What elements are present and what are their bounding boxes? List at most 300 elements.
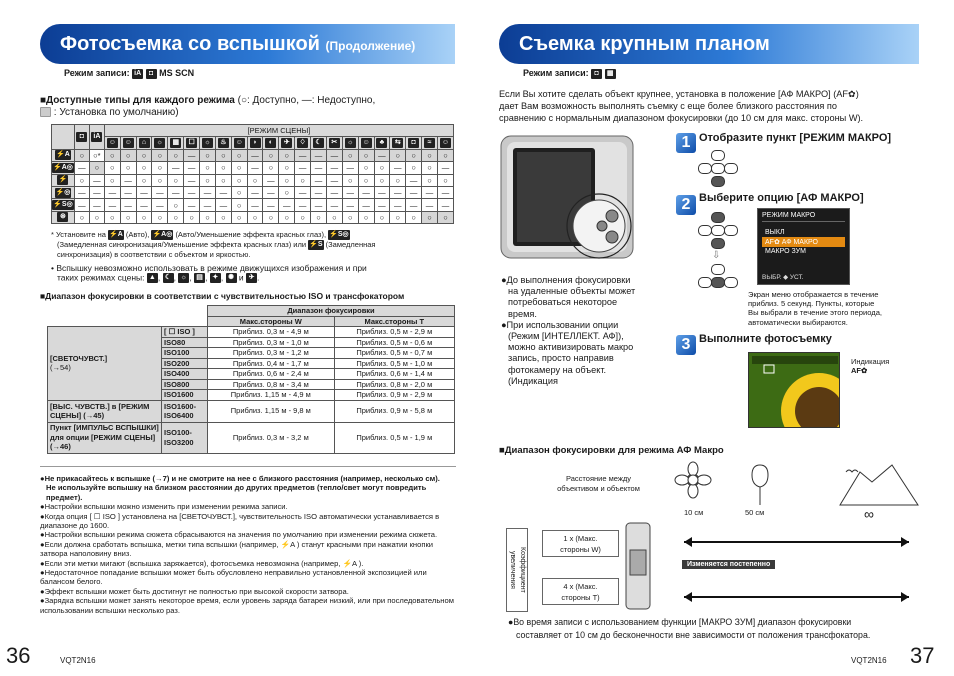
scene-col-icon: ◘ <box>406 137 422 149</box>
note-item: ●Не прикасайтесь к вспышке (→7) и не смотрите на нее с близкого расстояния (например, несколько см). <box>40 474 440 483</box>
flower-close-icon <box>675 462 711 498</box>
note-item: ●Зарядка вспышки может занять некоторое время, если уровень заряда батареи низкий, или при последовательном использовании вспышки несколько раз. <box>40 596 454 615</box>
col-t-header: Макс.стороны T <box>334 316 454 327</box>
footnote1-mid: (Авто), <box>125 230 150 239</box>
note-item: ●Настройки вспышки можно изменить при изменении режима записи. <box>40 502 288 512</box>
flash-cell: ○ <box>200 211 216 223</box>
flash-cell: ○ <box>104 149 120 161</box>
flash-cell: ○ <box>120 149 136 161</box>
flash-types-title: ■Доступные типы для каждого режима <box>40 95 235 106</box>
scene-col-icon: ☺ <box>358 137 374 149</box>
flash-cell: ○ <box>422 149 438 161</box>
range-t: Приблиз. 0,8 м - 2,0 м <box>334 379 454 390</box>
flash-cell: — <box>295 149 311 161</box>
macro-bullet-line: (Режим [ИНТЕЛЛЕКТ. АФ]), <box>508 331 624 342</box>
footnote2: (Замедленная синхронизация/Уменьшение эффекта красных глаз) или <box>57 240 307 250</box>
range-w: Приблиз. 0,4 м - 1,7 м <box>208 358 335 369</box>
range-header: Диапазон фокусировки <box>208 306 455 317</box>
flash-cell: — <box>263 174 279 186</box>
flash-cell: ○ <box>374 174 390 186</box>
coef-label-1: Коэффициент <box>519 547 526 593</box>
flash-cell: — <box>279 199 295 211</box>
bottom-note <box>508 616 923 641</box>
flash-types-heading <box>40 95 460 119</box>
macro-bullet-line: запись, просто направив <box>508 353 614 364</box>
flash-cell: — <box>326 186 342 198</box>
flash-cell: ○ <box>437 211 453 223</box>
scene-col-icon: ☼ <box>152 137 168 149</box>
flash-cell: ○ <box>342 174 358 186</box>
mountain-icon <box>840 465 918 505</box>
flash-cell: ○ <box>279 211 295 223</box>
menu-item-off[interactable]: ВЫКЛ <box>765 229 785 236</box>
range-t: Приблиз. 0,5 м - 2,9 м <box>334 327 454 338</box>
note-item: ●Если должна сработать вспышка, метки типа вспышки (например, ⚡A ) станут красными при нажатии кнопки затвора наполовину вниз. <box>40 539 434 559</box>
scene-col-icon: ☺ <box>104 137 120 149</box>
note-item: ●Настройки вспышки режима сюжета сбрасываются на значения по умолчанию при изменении режима сюжета. <box>40 530 438 540</box>
menu-caption <box>748 290 918 327</box>
bullet-moving2: таких режимах сцены: <box>57 271 145 282</box>
flash-type-icon: ⚡A <box>52 149 75 161</box>
footnote3: синхронизация) в соответствии с объектом и яркостью. <box>57 250 251 260</box>
scene-col-icon: ≈ <box>422 137 438 149</box>
scene-col-icon: ⌂ <box>136 137 152 149</box>
coef-label-2: увеличения <box>509 551 516 589</box>
high-sens-iso: ISO1600-ISO6400 <box>162 400 208 422</box>
flash-cell: ○ <box>358 162 374 174</box>
flash-cell: — <box>390 199 406 211</box>
flash-slow-icon: ⚡S <box>309 241 323 249</box>
right-page-number: 37 <box>910 643 935 668</box>
scene-col-icon: ☺ <box>437 137 453 149</box>
flash-cell: — <box>136 199 152 211</box>
range-w: Приблиз. 0,3 м - 4,9 м <box>208 327 335 338</box>
flash-cell: ○ <box>215 162 231 174</box>
flash-cell: — <box>89 186 104 198</box>
flash-cell: ○ <box>89 211 104 223</box>
indicator-label <box>851 357 889 375</box>
flash-cell: ○ <box>263 162 279 174</box>
flash-cell: ○ <box>168 149 184 161</box>
flash-cell: — <box>326 199 342 211</box>
flash-cell: — <box>120 186 136 198</box>
left-title-banner <box>40 24 455 64</box>
high-sens-label: [ВЫС. ЧУВСТВ.] в [РЕЖИМ СЦЕНЫ] (→45) <box>48 400 162 422</box>
macro-bullet-line: на удаленные объекты может <box>508 286 636 297</box>
flash-cell: — <box>184 162 200 174</box>
col-w-header: Макс.стороны W <box>208 316 335 327</box>
scene-col-icon: ◐ <box>263 137 279 149</box>
scene-col-icon: ☐ <box>184 137 200 149</box>
note-item: ●Когда опция [ ☐ ISO ] установлена на [СВЕТОЧУВСТ.], чувствительность ISO автоматически устанавливается в диапазоне до 1600. <box>40 511 440 531</box>
default-swatch-icon <box>40 107 51 117</box>
range-w: Приблиз. 0,6 м - 2,4 м <box>208 369 335 380</box>
step-1-badge: 1 <box>676 133 696 153</box>
scene-col-icon: ▦ <box>168 137 184 149</box>
flash-cell: — <box>374 186 390 198</box>
burst-iso: ISO100-ISO3200 <box>162 422 208 453</box>
flash-cell: ○ <box>168 199 184 211</box>
note-item: Не используйте вспышку на близком расстоянии до других предметов (тепло/свет могут повредить предмет). <box>46 483 427 502</box>
step-1-text: Отобразите пункт [РЕЖИМ МАКРО] <box>699 132 892 144</box>
flash-cell: — <box>247 149 263 161</box>
distance-label-2: объективом и объектом <box>557 484 640 493</box>
scene-mode-header: [РЕЖИМ СЦЕНЫ] <box>104 125 453 137</box>
flash-cell: ○ <box>136 149 152 161</box>
flash-cell: ○ <box>152 211 168 223</box>
scene-col-icon: ✈ <box>279 137 295 149</box>
flash-cell: ○ <box>263 211 279 223</box>
sunflower-icon <box>749 353 840 428</box>
scene-sunset-icon: ☼ <box>178 273 189 283</box>
arrow-down-icon: ⇩ <box>712 250 721 261</box>
flash-cell: ○ <box>247 211 263 223</box>
flash-cell: — <box>406 174 422 186</box>
flash-cell: ○ <box>89 162 104 174</box>
flash-cell: — <box>374 199 390 211</box>
flash-cell: ○ <box>215 149 231 161</box>
flash-cell: ○ <box>279 162 295 174</box>
iso-value: ISO800 <box>162 379 208 390</box>
flash-cell: — <box>326 162 342 174</box>
flash-cell: ○ <box>231 149 247 161</box>
menu-caption-1: Экран меню отображается в течение <box>748 290 879 299</box>
camera-illustration <box>499 132 639 266</box>
flash-cell: — <box>89 174 104 186</box>
step-3-badge: 3 <box>676 335 696 355</box>
flash-cell: — <box>390 186 406 198</box>
footnote1: * Установите на <box>51 230 106 239</box>
iso-range-table <box>47 305 455 454</box>
menu-caption-2: приблиз. 5 секунд. Пункты, которые <box>748 299 875 309</box>
flash-cell: ○ <box>120 162 136 174</box>
footnote1-end: (Авто/Уменьшение эффекта красных глаз), <box>175 230 327 239</box>
range-w: Приблиз. 1,15 м - 4,9 м <box>208 390 335 401</box>
scene-aerial-icon: ✈ <box>246 273 257 283</box>
range-t: Приблиз. 0,5 м - 0,6 м <box>334 337 454 348</box>
flash-cell: — <box>374 149 390 161</box>
table-footnotes: * Установите на ⚡A (Авто), ⚡A◎ (Авто/Уменьшение эффекта красных глаз), ⚡S◎ (Замедленная синхронизация/Уменьшение эффекта красных глаз) или ⚡S (Замедленная синхронизация) в соответствии с объектом и яркостью. • Вспышку невозможно использовать в режиме движущихся изображения и при таких режимах сцены: ▲ , ☾ , ☼ , ▤ , ✦ , ✺ и ✈ . <box>51 230 456 283</box>
macro-bullet-line: время. <box>508 308 537 319</box>
flash-cell: ○ <box>168 174 184 186</box>
menu-item-af-macro[interactable]: AF✿ АФ МАКРО <box>762 237 845 247</box>
left-mode-label: Режим записи: <box>64 68 130 78</box>
flash-cell: — <box>263 186 279 198</box>
flash-availability-table <box>51 124 454 224</box>
menu-caption-4: автоматически выбираются. <box>748 317 848 327</box>
col-ia-icon: iA <box>89 125 104 150</box>
flash-cell: — <box>200 199 216 211</box>
macro-bullet-line: можно активизировать макро <box>508 342 634 353</box>
flash-cell: ○ <box>200 174 216 186</box>
scene-col-icon: ♨ <box>215 137 231 149</box>
flash-types-legend2: : Установка по умолчанию) <box>53 107 179 118</box>
flash-cell: ○ <box>231 174 247 186</box>
flash-cell: — <box>263 199 279 211</box>
flash-cell: ○ <box>279 186 295 198</box>
right-mode-line <box>523 68 616 79</box>
menu-footer: ВЫБР. ◆ УСТ. <box>762 274 804 281</box>
flash-cell: ○ <box>74 174 89 186</box>
flash-cell: ○ <box>168 211 184 223</box>
flash-cell: — <box>184 199 200 211</box>
range-w: Приблиз. 0,3 м - 1,2 м <box>208 348 335 359</box>
flash-cell: ○ <box>422 211 438 223</box>
flash-cell: ○ <box>136 211 152 223</box>
flash-row <box>52 199 454 211</box>
flash-cell: ○ <box>215 211 231 223</box>
flash-cell: ○ <box>104 174 120 186</box>
iso-value: ISO400 <box>162 369 208 380</box>
flash-cell: — <box>200 186 216 198</box>
step-2-badge: 2 <box>676 195 696 215</box>
scene-burst-icon: ▤ <box>194 273 205 283</box>
flash-type-icon: ⚡S◎ <box>52 199 75 211</box>
flash-cell: — <box>358 186 374 198</box>
flash-cell: — <box>437 199 453 211</box>
iso-range-heading: ■Диапазон фокусировки в соответствии с чувствительностью ISO и трансфокатором <box>40 291 405 301</box>
zoom-4x-box <box>542 578 619 605</box>
scene-night-icon: ☾ <box>163 273 174 283</box>
flash-cell: — <box>89 199 104 211</box>
flash-cell: — <box>247 186 263 198</box>
macro-bullet-line: (Индикация <box>508 375 558 386</box>
range-t: Приблиз. 0,9 м - 2,9 м <box>334 390 454 401</box>
scene-fireworks-icon: ✺ <box>226 273 237 283</box>
flower-photo <box>748 352 840 428</box>
right-left-bullets <box>501 275 653 387</box>
movie-mode-icon: ▦ <box>605 69 616 79</box>
bullet-moving: • Вспышку невозможно использовать в режиме движущихся изображения и при <box>51 262 367 273</box>
iso-row <box>48 327 455 338</box>
flash-cell: ○ <box>231 199 247 211</box>
macro-menu-screen <box>757 208 850 285</box>
flash-cell: — <box>152 199 168 211</box>
range-t: Приблиз. 0,6 м - 1,4 м <box>334 369 454 380</box>
note-item: ●Если эти метки мигают (вспышка заряжается), фотосъемка невозможна (например, ⚡A ). <box>40 558 364 568</box>
flash-row <box>52 186 454 198</box>
flash-cell: — <box>215 199 231 211</box>
flash-cell: ○ <box>231 186 247 198</box>
flash-cell: ○ <box>104 162 120 174</box>
scene-col-icon: ☾ <box>311 137 327 149</box>
right-title-banner <box>499 24 919 64</box>
distance-infinity: ∞ <box>864 506 874 522</box>
flash-auto-icon: ⚡A <box>109 231 123 239</box>
scene-col-icon: ✂ <box>326 137 342 149</box>
flash-cell: — <box>104 199 120 211</box>
left-page-number: 36 <box>6 643 31 668</box>
flash-cell: ○ <box>74 211 89 223</box>
flash-row <box>52 149 454 161</box>
flash-type-icon: ⊛ <box>52 211 75 223</box>
intro-line-1: Если Вы хотите сделать объект крупнее, установка в положение [АФ МАКРО] (AF✿) <box>499 89 859 99</box>
flash-cell: ○ <box>120 211 136 223</box>
flash-cell: ○ <box>390 211 406 223</box>
range-w: Приблиз. 0,8 м - 3,4 м <box>208 379 335 390</box>
flash-cell: ○ <box>422 174 438 186</box>
iso-value: [ ☐ ISO ] <box>162 327 208 338</box>
flash-cell: ○ <box>390 174 406 186</box>
flash-cell: ○ <box>358 174 374 186</box>
zoom-1x-box <box>542 530 619 557</box>
flash-cell: ○ <box>152 162 168 174</box>
macro-bullet-line: ●При использовании опции <box>501 319 619 330</box>
scene-col-icon: ◗ <box>247 137 263 149</box>
af-macro-icon: AF✿ <box>851 366 868 375</box>
flash-cell: — <box>311 186 327 198</box>
flower-mid-icon <box>752 465 768 505</box>
flash-cell: ○ <box>311 211 327 223</box>
flash-cell: ○ <box>200 162 216 174</box>
ms-mode-icon: MS <box>159 68 173 78</box>
flash-cell: ○ <box>342 211 358 223</box>
flash-row <box>52 174 454 186</box>
flash-cell: — <box>74 186 89 198</box>
scene-col-icon: ♣ <box>374 137 390 149</box>
high-sens-w: Приблиз. 1,15 м - 9,8 м <box>208 400 335 422</box>
flash-cell: ○ <box>231 211 247 223</box>
right-title: Съемка крупным планом <box>519 33 770 55</box>
flash-cell: — <box>74 199 89 211</box>
high-sens-t: Приблиз. 0,9 м - 5,8 м <box>334 400 454 422</box>
ia-mode-icon: iA <box>134 69 142 77</box>
flash-cell: — <box>104 186 120 198</box>
macro-intro <box>499 88 919 125</box>
flash-cell: — <box>120 174 136 186</box>
flash-cell: ○ <box>406 211 422 223</box>
flash-cell: — <box>406 199 422 211</box>
zoom1-line1: 1 x (Макс. <box>563 534 598 543</box>
right-mode-label: Режим записи: <box>523 68 589 78</box>
iso-value: ISO100 <box>162 348 208 359</box>
scene-col-icon: ☼ <box>200 137 216 149</box>
flash-cell: ○ <box>342 149 358 161</box>
burst-w: Приблиз. 0,3 м - 3,2 м <box>208 422 335 453</box>
flash-cell: ○ <box>136 162 152 174</box>
distance-label <box>545 474 652 494</box>
flash-cell: ○ <box>374 211 390 223</box>
flash-cell: — <box>390 162 406 174</box>
flash-slow-redeye-icon: ⚡S◎ <box>329 231 349 239</box>
step-3-text: Выполните фотосъемку <box>699 333 832 345</box>
flash-cell: ○ <box>390 149 406 161</box>
camera-back-icon <box>499 132 639 266</box>
macro-bullet-line: потребоваться некоторое <box>508 297 618 308</box>
flash-cell: — <box>358 199 374 211</box>
flash-cell: ○ <box>422 162 438 174</box>
left-title-suffix: (Продолжение) <box>325 39 416 53</box>
menu-caption-3: Вы выбрали в течение этого периода, <box>748 308 883 318</box>
zoom2-line2: стороны T) <box>561 593 600 602</box>
range-w: Приблиз. 0,3 м - 1,0 м <box>208 337 335 348</box>
flash-type-icon: ⚡A◎ <box>52 162 75 174</box>
flash-cell: ○ <box>74 149 89 161</box>
camera-mode-icon: ◘ <box>591 69 602 79</box>
flash-cell: — <box>342 162 358 174</box>
note-item: ●Недостаточное попадание вспышки может быть обусловлено неправильно установленной экспозицией или балансом белого. <box>40 568 427 587</box>
bottom-note-2: составляет от 10 см до бесконечности вне зависимости от положения трансфокатора. <box>516 629 871 640</box>
flash-cell: — <box>184 186 200 198</box>
flash-cell: ○ <box>215 174 231 186</box>
flash-cell: ○ <box>406 149 422 161</box>
menu-title: РЕЖИМ МАКРО <box>762 212 845 222</box>
distance-10cm: 10 см <box>684 508 704 517</box>
flash-cell: — <box>342 186 358 198</box>
zoom2-line1: 4 x (Макс. <box>563 582 598 591</box>
right-code: VQT2N16 <box>851 656 887 665</box>
flash-cell: — <box>168 186 184 198</box>
footnote2-end: (Замедленная <box>325 240 376 250</box>
flash-cell: ○ <box>326 211 342 223</box>
macro-range-title: ■Диапазон фокусировки для режима АФ Макро <box>499 445 724 456</box>
dpad-step1-icon <box>698 150 738 188</box>
flash-cell: ○ <box>437 174 453 186</box>
flash-cell: — <box>168 162 184 174</box>
flash-cell: — <box>326 149 342 161</box>
flash-cell: — <box>422 186 438 198</box>
scene-col-icon: ☼ <box>342 137 358 149</box>
flash-row <box>52 211 454 223</box>
flash-cell: ○ <box>295 174 311 186</box>
bottom-note-1: ●Во время записи с использованием функции [МАКРО ЗУМ] диапазон фокусировки <box>508 617 852 627</box>
flash-cell: ○ <box>279 149 295 161</box>
flash-cell: — <box>422 199 438 211</box>
indicator-text: Индикация <box>851 357 890 366</box>
menu-item-macro-zoom[interactable]: МАКРО ЗУМ <box>765 248 806 255</box>
col-camera-icon: ◘ <box>74 125 89 150</box>
flash-cell: — <box>437 162 453 174</box>
iso-value: ISO1600 <box>162 390 208 401</box>
flash-cell: — <box>247 162 263 174</box>
flash-cell: ○ <box>279 174 295 186</box>
flash-cell: ○ <box>184 211 200 223</box>
flash-cell: ○ <box>374 162 390 174</box>
flash-cell: ○ <box>136 174 152 186</box>
range-t: Приблиз. 0,5 м - 0,7 м <box>334 348 454 359</box>
range-t: Приблиз. 0,5 м - 1,0 м <box>334 358 454 369</box>
flash-cell: ○ <box>406 162 422 174</box>
coef-label <box>506 528 528 612</box>
flash-cell: — <box>152 186 168 198</box>
scene-col-icon: ♢ <box>295 137 311 149</box>
macro-bullet-line: фотокамеру на объект. <box>508 364 607 375</box>
zoom1-line2: стороны W) <box>560 545 601 554</box>
flash-cell: — <box>295 199 311 211</box>
scn-mode-icon: SCN <box>175 68 195 78</box>
flash-cell: — <box>184 174 200 186</box>
table-corner <box>52 125 75 150</box>
left-title: Фотосъемка со вспышкой <box>60 33 320 55</box>
left-notes <box>40 474 455 615</box>
flash-cell: ○ <box>231 162 247 174</box>
flash-cell: ○ <box>247 174 263 186</box>
flash-cell: ○ <box>358 149 374 161</box>
note-item: ●Эффект вспышки может быть достигнут не полностью при высокой скорости затвора. <box>40 586 349 596</box>
flash-cell: — <box>247 199 263 211</box>
flash-cell: ○ <box>152 174 168 186</box>
flash-types-legend: (○: Доступно, —: Недоступно, <box>237 95 376 106</box>
flash-cell: ○ <box>200 149 216 161</box>
step-2-text: Выберите опцию [АФ МАКРО] <box>699 192 864 204</box>
intro-line-2: дает Вам возможность выполнять съемку с еще более близкого расстояния по <box>499 101 837 112</box>
flash-cell: — <box>311 162 327 174</box>
macro-illustrations <box>660 460 920 515</box>
flash-cell: ○ <box>152 149 168 161</box>
svetochuvst-label: [СВЕТОЧУВСТ.] (→54) <box>48 327 162 401</box>
iso-value: ISO80 <box>162 337 208 348</box>
scene-col-icon: ☺ <box>120 137 136 149</box>
